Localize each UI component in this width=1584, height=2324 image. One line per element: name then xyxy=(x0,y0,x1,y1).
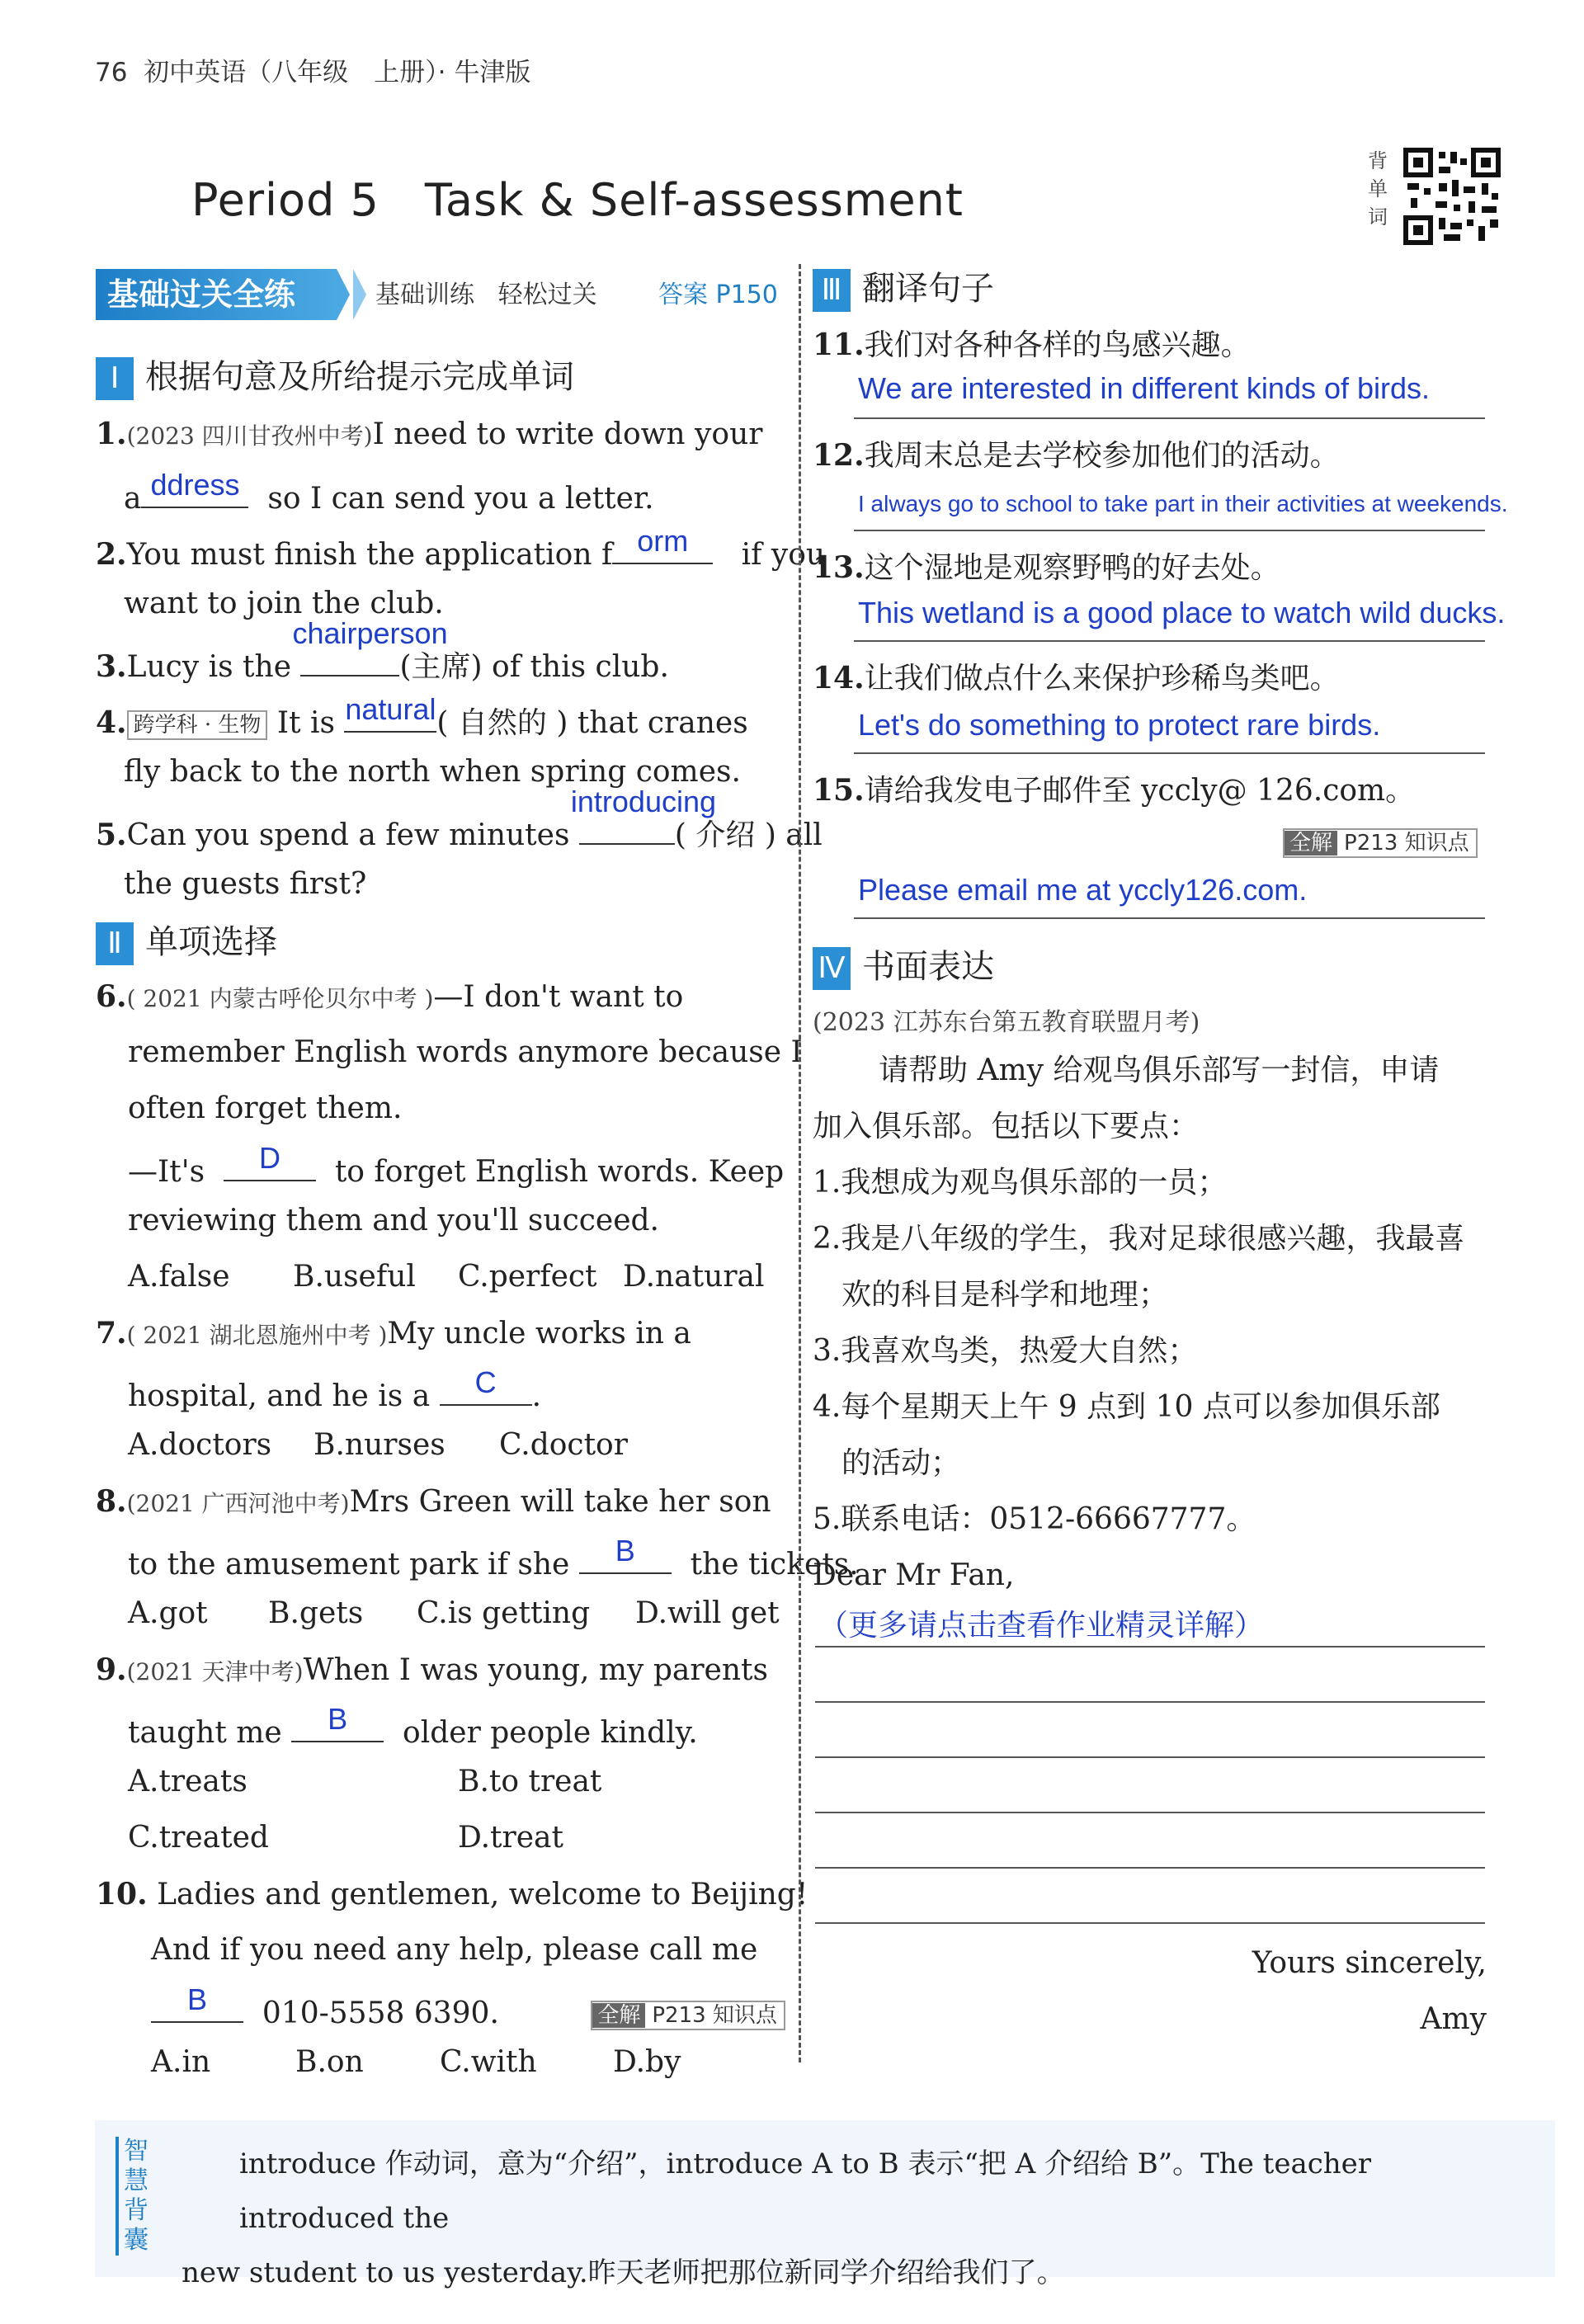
book-title: 初中英语（八年级 上册）· 牛津版 xyxy=(144,58,531,87)
q8-line1: 8.(2021 广西河池中考)Mrs Green will take her son xyxy=(96,1484,771,1519)
q1-line1: 1.(2023 四川甘孜州中考)I need to write down your xyxy=(96,417,763,451)
q9-options-1 xyxy=(128,1764,601,1800)
q10-line2: And if you need any help, please call me xyxy=(151,1933,758,1967)
option-c[interactable]: C.is getting xyxy=(417,1596,591,1630)
q10-line1: 10. Ladies and gentlemen, welcome to Beijing! xyxy=(96,1877,808,1912)
writing-point: 1.我想成为观鸟俱乐部的一员； xyxy=(813,1166,1228,1200)
option-b[interactable]: B.on xyxy=(295,2045,364,2079)
q10-blank[interactable]: B xyxy=(151,1988,243,2023)
q11-answer[interactable]: We are interested in different kinds of birds. xyxy=(858,371,1431,405)
q8-line2: to the amusement park if she B the tickets. xyxy=(128,1534,859,1582)
qr-code-icon[interactable] xyxy=(1402,147,1502,246)
tip-line-2: new student to us yesterday.昨天老师把那位新同学介绍给我们了。 xyxy=(182,2256,1065,2289)
tip-text xyxy=(182,2137,1510,2300)
writing-line xyxy=(815,1922,1485,1924)
letter-greeting: Dear Mr Fan, xyxy=(813,1558,1015,1592)
q7-options xyxy=(128,1427,628,1464)
q1-line2: a ddress so I can send you a letter. xyxy=(124,468,654,516)
q15-answer[interactable]: Please email me at yccly126.com. xyxy=(858,873,1308,907)
q4-line1: 4. 跨学科 · 生物 It is natural ( 自然的 ) that cranes xyxy=(96,692,748,740)
option-d[interactable]: D.treat xyxy=(458,1821,563,1855)
tip-label: 智慧背囊 xyxy=(116,2137,157,2256)
q8-options xyxy=(128,1596,780,1632)
answer-line xyxy=(854,640,1485,642)
q1-blank[interactable]: ddress xyxy=(141,474,248,508)
page-number: 76 xyxy=(95,58,128,87)
option-a[interactable]: A.got xyxy=(128,1596,208,1630)
answer-line xyxy=(854,417,1485,419)
qr-label: 背单词 xyxy=(1368,149,1388,229)
q4-line2: fly back to the north when spring comes. xyxy=(124,755,741,789)
writing-point: 5.联系电话：0512-66667777。 xyxy=(813,1502,1256,1536)
page-header xyxy=(95,51,530,88)
q9-line2: taught me B older people kindly. xyxy=(128,1702,698,1750)
q7-line1: 7.( 2021 湖北恩施州中考 )My uncle works in a xyxy=(96,1316,691,1351)
writing-line xyxy=(815,1646,1485,1648)
q12-answer[interactable]: I always go to school to take part in their activities at weekends. xyxy=(858,491,1508,516)
writing-point: 3.我喜欢鸟类，热爱大自然； xyxy=(813,1334,1198,1368)
q5-line2: the guests first? xyxy=(124,867,367,901)
option-b[interactable]: B.gets xyxy=(268,1596,364,1630)
answer-line xyxy=(854,917,1485,919)
subject-tag: 跨学科 · 生物 xyxy=(127,710,268,740)
q7-line2: hospital, and he is a C . xyxy=(128,1365,542,1413)
q2-blank[interactable]: orm xyxy=(612,530,713,564)
writing-prompt-1: 请帮助 Amy 给观鸟俱乐部写一封信，申请 xyxy=(879,1054,1440,1087)
q6-line2: remember English words anymore because I xyxy=(128,1035,803,1069)
letter-signature: Amy xyxy=(1420,2002,1487,2036)
explanation-tag[interactable]: 全解 P213 知识点 xyxy=(1283,828,1478,858)
option-a[interactable]: A.doctors xyxy=(128,1428,272,1462)
section-2-heading: Ⅱ 单项选择 xyxy=(96,916,277,965)
q9-line1: 9.(2021 天津中考)When I was young, my parents xyxy=(96,1652,768,1687)
q6-blank[interactable]: D xyxy=(224,1147,316,1181)
option-d[interactable]: D.will get xyxy=(635,1596,780,1630)
section-banner xyxy=(96,264,360,323)
option-c[interactable]: C.perfect xyxy=(458,1260,597,1294)
q8-blank[interactable]: B xyxy=(579,1539,672,1574)
option-a[interactable]: A.false xyxy=(128,1260,230,1294)
answer-page-ref[interactable]: 答案 P150 xyxy=(658,280,778,309)
option-b[interactable]: B.nurses xyxy=(314,1428,446,1462)
writing-line xyxy=(815,1701,1485,1703)
more-details-link[interactable]: （更多请点击查看作业精灵详解） xyxy=(818,1608,1265,1642)
q10-options xyxy=(151,2044,681,2081)
chevron-right-icon xyxy=(353,269,366,320)
q13-answer[interactable]: This wetland is a good place to watch wild ducks. xyxy=(858,596,1506,629)
answer-line xyxy=(854,752,1485,754)
q12-prompt: 12.我周末总是去学校参加他们的活动。 xyxy=(813,438,1340,473)
answer-line xyxy=(854,530,1485,531)
option-a[interactable]: A.in xyxy=(151,2045,211,2079)
q10-line3: B 010-5558 6390. 全解 P213 知识点 xyxy=(151,1988,785,2032)
section-4-heading: Ⅳ 书面表达 xyxy=(813,940,994,990)
option-d[interactable]: D.natural xyxy=(623,1260,765,1294)
chevron-right-icon xyxy=(337,269,350,320)
writing-line xyxy=(815,1756,1485,1758)
q7-blank[interactable]: C xyxy=(440,1371,532,1406)
writing-prompt-2: 加入俱乐部。包括以下要点： xyxy=(813,1110,1200,1143)
q6-line5: reviewing them and you'll succeed. xyxy=(128,1204,659,1237)
letter-closing: Yours sincerely, xyxy=(1252,1946,1487,1980)
q2-line2: want to join the club. xyxy=(124,587,444,620)
q4-blank[interactable]: natural xyxy=(344,698,436,733)
writing-source: (2023 江苏东台第五教育联盟月考) xyxy=(813,1008,1200,1037)
q14-answer[interactable]: Let's do something to protect rare birds. xyxy=(858,708,1381,742)
writing-line xyxy=(815,1812,1485,1813)
writing-point: 的活动； xyxy=(842,1446,961,1480)
option-c[interactable]: C.treated xyxy=(128,1821,269,1855)
q14-prompt: 14.让我们做点什么来保护珍稀鸟类吧。 xyxy=(813,661,1340,695)
q9-blank[interactable]: B xyxy=(291,1708,384,1742)
q9-options-2 xyxy=(128,1820,563,1856)
option-d[interactable]: D.by xyxy=(613,2045,681,2079)
writing-line xyxy=(815,1867,1485,1869)
column-divider xyxy=(799,264,801,2062)
option-c[interactable]: C.with xyxy=(440,2045,537,2079)
q5-blank[interactable]: introducing xyxy=(579,810,675,845)
writing-point: 2.我是八年级的学生，我对足球很感兴趣，我最喜 xyxy=(813,1222,1465,1256)
q6-line1: 6.( 2021 内蒙古呼伦贝尔中考 )—I don't want to xyxy=(96,979,684,1014)
section-1-heading: Ⅰ 根据句意及所给提示完成单词 xyxy=(96,351,574,400)
q11-prompt: 11.我们对各种各样的鸟感兴趣。 xyxy=(813,328,1251,362)
q5-line1: 5.Can you spend a few minutes introducing ( 介绍 ) all xyxy=(96,785,823,852)
q13-prompt: 13.这个湿地是观察野鸭的好去处。 xyxy=(813,550,1280,585)
option-b[interactable]: B.to treat xyxy=(458,1765,602,1798)
option-a[interactable]: A.treats xyxy=(128,1765,248,1798)
q3-line: 3.Lucy is the chairperson (主席) of this club. xyxy=(96,616,669,684)
section-3-heading: Ⅲ 翻译句子 xyxy=(813,262,994,312)
q2-line1: 2.You must finish the application f orm if you xyxy=(96,524,826,572)
q15-prompt: 15.请给我发电子邮件至 yccly@ 126.com。 xyxy=(813,773,1416,808)
option-b[interactable]: B.useful xyxy=(293,1260,416,1294)
q3-blank[interactable]: chairperson xyxy=(300,642,399,676)
q6-options xyxy=(128,1259,765,1295)
q6-line3: often forget them. xyxy=(128,1091,403,1125)
q6-line4: —It's D to forget English words. Keep xyxy=(128,1141,785,1189)
banner-label: 基础过关全练 xyxy=(96,269,337,320)
banner-subtitle: 基础训练 轻松过关 xyxy=(375,280,597,309)
writing-point: 欢的科目是科学和地理； xyxy=(842,1278,1169,1312)
page-title: Period 5 Task & Self-assessment xyxy=(191,174,964,226)
option-c[interactable]: C.doctor xyxy=(499,1428,628,1462)
tip-line-1: introduce 作动词，意为“介绍”，introduce A to B 表示“把 A 介绍给 B”。The teacher introduced the xyxy=(239,2147,1372,2235)
explanation-tag[interactable]: 全解 P213 知识点 xyxy=(591,2001,785,2030)
writing-point: 4.每个星期天上午 9 点到 10 点可以参加俱乐部 xyxy=(813,1390,1440,1424)
